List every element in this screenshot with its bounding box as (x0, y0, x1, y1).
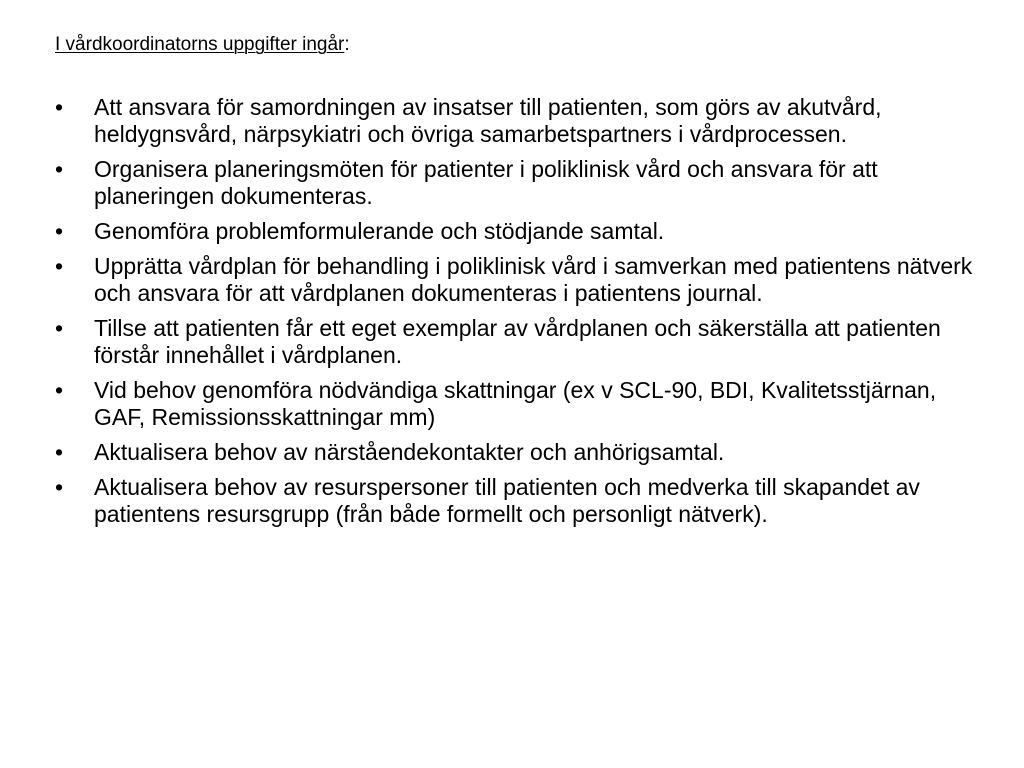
list-item-text: Upprätta vårdplan för behandling i poliklinisk vård i samverkan med patientens nätverk och ansvara för att vårdplanen dokumenteras i patientens journal. (94, 253, 973, 306)
list-item (55, 218, 990, 245)
slide-heading-text: I vårdkoordinatorns uppgifter ingår (55, 34, 345, 55)
list-item-text: Organisera planeringsmöten för patienter i poliklinisk vård och ansvara för att planeringen dokumenteras. (94, 156, 878, 209)
list-item (55, 156, 990, 210)
list-item-text: Vid behov genomföra nödvändiga skattningar (ex v SCL-90, BDI, Kvalitetsstjärnan, GAF, Remissionsskattningar mm) (94, 377, 937, 430)
list-item-text: Att ansvara för samordningen av insatser till patienten, som görs av akutvård, heldygnsvård, närpsykiatri och övriga samarbetspartners i vårdprocessen. (94, 94, 882, 147)
bullet-dot: • (55, 474, 64, 500)
list-item (55, 474, 990, 528)
bullet-dot: • (55, 218, 64, 244)
bullet-dot: • (55, 156, 64, 182)
list-item (55, 439, 990, 466)
bullet-dot: • (55, 439, 64, 465)
list-item-text: Aktualisera behov av närståendekontakter och anhörigsamtal. (94, 439, 725, 465)
list-item (55, 315, 990, 369)
slide-heading (55, 33, 350, 57)
list-item-text: Aktualisera behov av resurspersoner till patienten och medverka till skapandet av patientens resursgrupp (från både formellt och personligt nätverk). (94, 474, 920, 527)
bullet-dot: • (55, 377, 64, 403)
list-item (55, 377, 990, 431)
list-item-text: Genomföra problemformulerande och stödjande samtal. (94, 218, 665, 244)
bullet-dot: • (55, 253, 64, 279)
list-item (55, 94, 990, 148)
bullet-list (55, 94, 990, 536)
slide-heading-colon: : (344, 34, 350, 55)
list-item (55, 253, 990, 307)
bullet-dot: • (55, 94, 64, 120)
list-item-text: Tillse att patienten får ett eget exemplar av vårdplanen och säkerställa att patienten förstår innehållet i vårdplanen. (94, 315, 941, 368)
bullet-dot: • (55, 315, 64, 341)
